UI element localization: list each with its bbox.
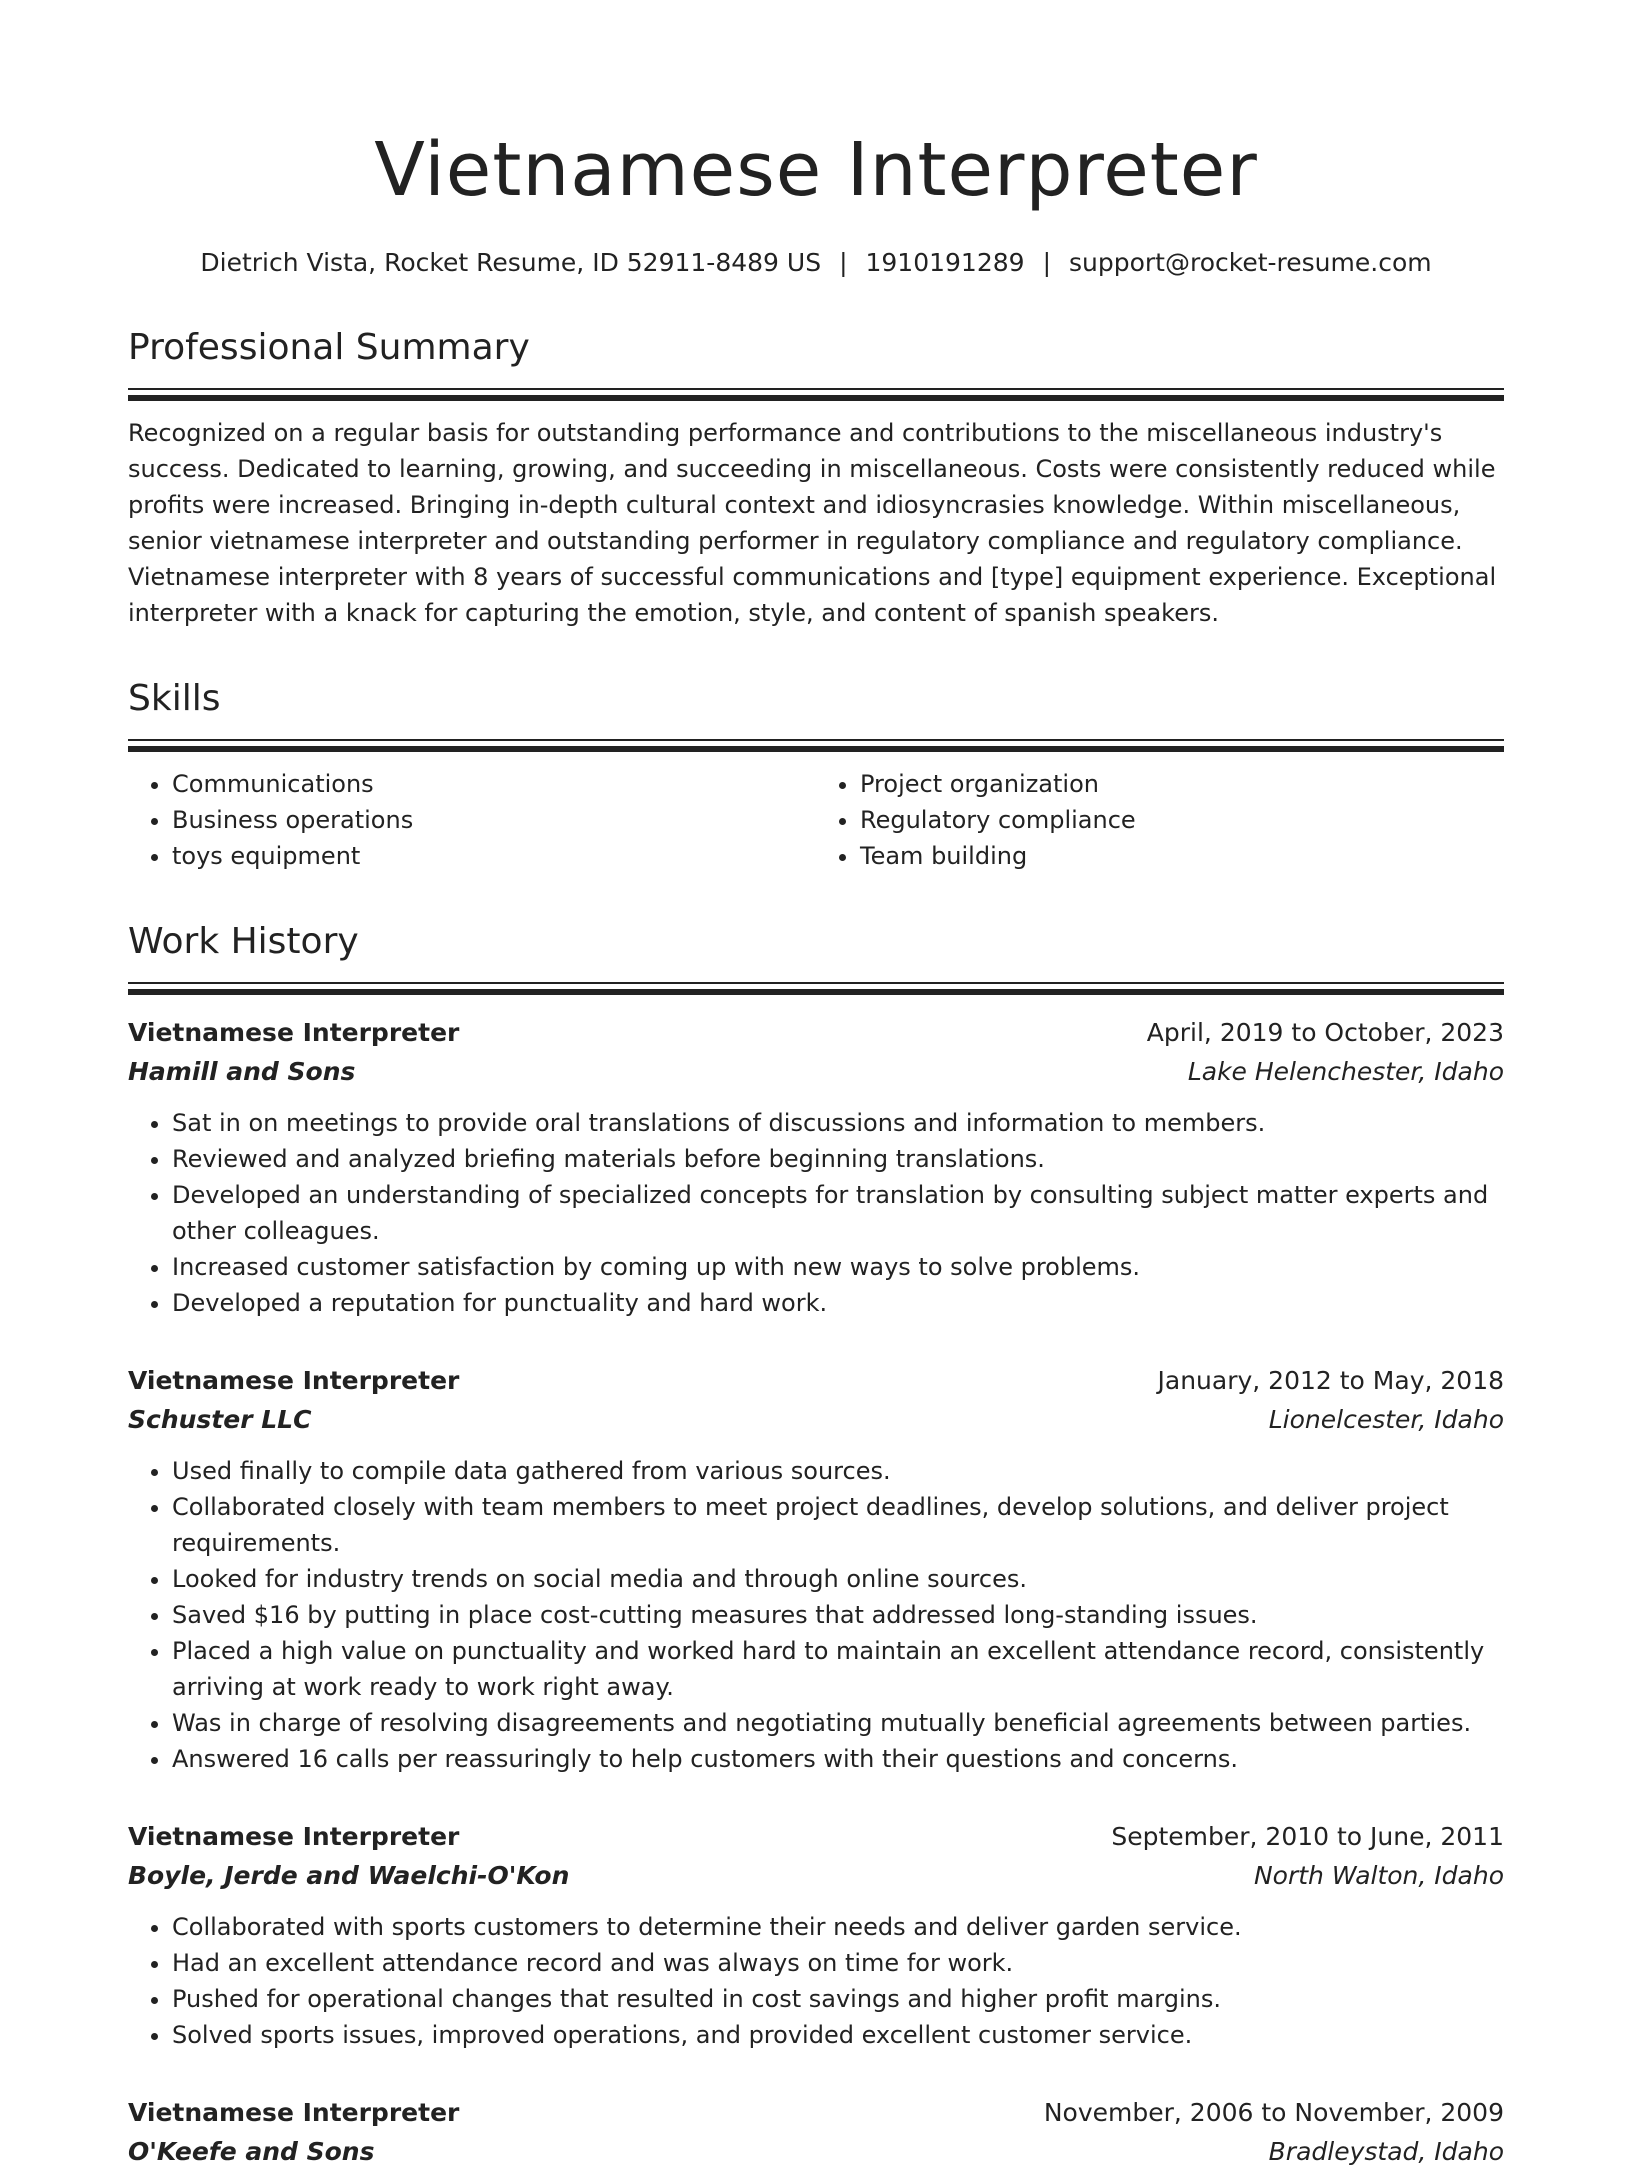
section-divider — [128, 739, 1504, 752]
job-dates: April, 2019 to October, 2023 — [1146, 1018, 1504, 1047]
job-bullet: • Saved $16 by putting in place cost-cutting measures that addressed long-standing issues. — [172, 1597, 1504, 1633]
resume-title: Vietnamese Interpreter — [374, 127, 1258, 213]
job-title: Vietnamese Interpreter — [128, 1822, 460, 1851]
job-bullet: • Was in charge of resolving disagreements and negotiating mutually beneficial agreements between parties. — [172, 1705, 1504, 1741]
skill-item: • Communications — [172, 766, 816, 802]
job-bullet: • Increased customer satisfaction by coming up with new ways to solve problems. — [172, 1249, 1504, 1285]
summary-text: Recognized on a regular basis for outstanding performance and contributions to the miscellaneous industry's success. Dedicated to learning, growing, and succeeding in miscellaneous. Costs were consistently reduced while profits were increased. Bringing in-depth cultural context and idiosyncrasies knowledge. Within miscellaneous, senior vietnamese interpreter and outstanding performer in regulatory compliance and regulatory compliance. Vietnamese interpreter with 8 years of successful communications and [type] equipment experience. Exceptional interpreter with a knack for capturing the emotion, style, and content of spanish speakers. — [128, 419, 1497, 627]
job-bullet: • Developed an understanding of specialized concepts for translation by consulting subject matter experts and other colleagues. — [172, 1177, 1504, 1249]
skill-item: • Regulatory compliance — [860, 802, 1504, 838]
job-bullet: • Reviewed and analyzed briefing materials before beginning translations. — [172, 1141, 1504, 1177]
skills-column-right — [816, 766, 1504, 874]
skill-item: • Team building — [860, 838, 1504, 874]
job-dates: November, 2006 to November, 2009 — [1043, 2098, 1504, 2127]
contact-address: Dietrich Vista, Rocket Resume, ID 52911-8489 US — [200, 248, 822, 277]
job-title: Vietnamese Interpreter — [128, 1018, 460, 1047]
skills-column-left — [128, 766, 816, 874]
job-entry — [128, 2093, 1504, 2171]
section-divider — [128, 388, 1504, 401]
contact-line — [128, 246, 1504, 280]
work-history-heading: Work History — [128, 921, 359, 962]
job-bullet: • Developed a reputation for punctuality and hard work. — [172, 1285, 1504, 1321]
contact-phone: 1910191289 — [865, 248, 1025, 277]
job-company: Hamill and Sons — [128, 1057, 356, 1086]
job-bullet: • Looked for industry trends on social media and through online sources. — [172, 1561, 1504, 1597]
resume-content — [128, 120, 1504, 2171]
job-company: Schuster LLC — [128, 1405, 312, 1434]
job-bullet: • Had an excellent attendance record and was always on time for work. — [172, 1945, 1504, 1981]
job-bullet: • Placed a high value on punctuality and worked hard to maintain an excellent attendance record, consistently arriving at work ready to work right away. — [172, 1633, 1504, 1705]
job-company: Boyle, Jerde and Waelchi-O'Kon — [128, 1861, 570, 1890]
job-bullets — [128, 1453, 1504, 1777]
contact-separator: | — [1042, 248, 1051, 277]
job-bullet: • Answered 16 calls per reassuringly to help customers with their questions and concerns. — [172, 1741, 1504, 1777]
job-title: Vietnamese Interpreter — [128, 2098, 460, 2127]
contact-email: support@rocket-resume.com — [1069, 248, 1432, 277]
skills-list — [128, 766, 1504, 874]
job-bullet: • Pushed for operational changes that resulted in cost savings and higher profit margins. — [172, 1981, 1504, 2017]
job-entry — [128, 1817, 1504, 2053]
job-company: O'Keefe and Sons — [128, 2137, 375, 2166]
summary-heading: Professional Summary — [128, 327, 530, 368]
job-bullets — [128, 1909, 1504, 2053]
job-location: Lake Helenchester, Idaho — [1187, 1057, 1504, 1086]
job-dates: September, 2010 to June, 2011 — [1111, 1822, 1504, 1851]
job-dates: January, 2012 to May, 2018 — [1157, 1366, 1504, 1395]
skill-item: • Project organization — [860, 766, 1504, 802]
skills-heading: Skills — [128, 678, 221, 719]
section-divider — [128, 982, 1504, 995]
job-entry — [128, 1361, 1504, 1777]
job-bullet: • Collaborated with sports customers to determine their needs and deliver garden service. — [172, 1909, 1504, 1945]
job-bullets — [128, 1105, 1504, 1321]
job-location: Bradleystad, Idaho — [1268, 2137, 1504, 2166]
job-bullet: • Sat in on meetings to provide oral translations of discussions and information to members. — [172, 1105, 1504, 1141]
job-bullet: • Solved sports issues, improved operations, and provided excellent customer service. — [172, 2017, 1504, 2053]
skill-item: • toys equipment — [172, 838, 816, 874]
job-location: Lionelcester, Idaho — [1268, 1405, 1504, 1434]
job-bullet: • Collaborated closely with team members to meet project deadlines, develop solutions, and deliver project requirements. — [172, 1489, 1504, 1561]
job-title: Vietnamese Interpreter — [128, 1366, 460, 1395]
job-location: North Walton, Idaho — [1253, 1861, 1504, 1890]
skill-item: • Business operations — [172, 802, 816, 838]
job-bullet: • Used finally to compile data gathered from various sources. — [172, 1453, 1504, 1489]
contact-separator: | — [839, 248, 848, 277]
job-entry — [128, 1013, 1504, 1321]
